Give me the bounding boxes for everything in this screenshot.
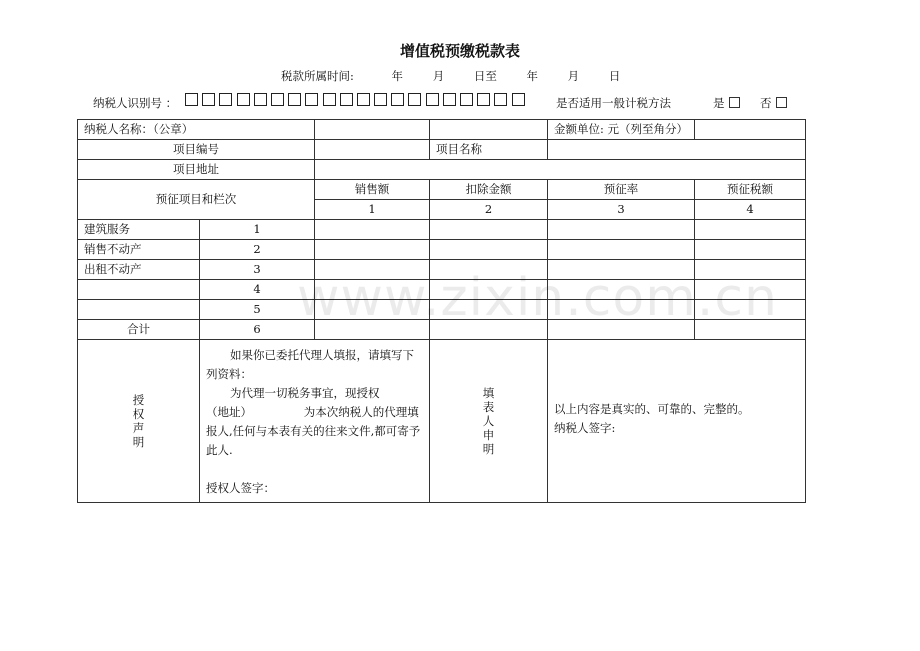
deduction-cell[interactable] — [430, 300, 548, 320]
taxpayer-name-value[interactable] — [315, 120, 430, 140]
id-digit-box[interactable] — [288, 93, 301, 106]
auth-line-2: 为代理一切税务事宜，现授权 — [230, 386, 380, 400]
row-num: 3 — [200, 260, 315, 280]
id-digit-box[interactable] — [494, 93, 507, 106]
filler-signature: 纳税人签字: — [554, 421, 616, 435]
auth-char: 授 — [132, 393, 145, 407]
period-month-2: 月 — [567, 69, 580, 83]
period-month-1: 月 — [432, 69, 445, 83]
period-year-1: 年 — [391, 69, 404, 83]
watermark: www.zixin.com.cn — [297, 268, 778, 328]
id-digit-box[interactable] — [219, 93, 232, 106]
sales-cell[interactable] — [315, 220, 430, 240]
rate-cell[interactable] — [548, 320, 695, 340]
col-num-2: 2 — [430, 200, 548, 220]
auth-line-1: 如果你已委托代理人填报，请填写下列资料： — [206, 348, 414, 381]
id-digit-box[interactable] — [391, 93, 404, 106]
project-number-label: 项目编号 — [78, 140, 315, 160]
col-num-4: 4 — [695, 200, 806, 220]
table-row — [78, 140, 806, 160]
deduction-cell[interactable] — [430, 260, 548, 280]
project-address-label: 项目地址 — [78, 160, 315, 180]
row-num: 4 — [200, 280, 315, 300]
id-digit-box[interactable] — [254, 93, 267, 106]
col-num-3: 3 — [548, 200, 695, 220]
table-row — [78, 160, 806, 180]
authorization-statement[interactable] — [200, 340, 430, 503]
filler-char: 表 — [482, 400, 495, 414]
yes-checkbox[interactable] — [729, 97, 740, 108]
no-checkbox[interactable] — [776, 97, 787, 108]
id-digit-box[interactable] — [340, 93, 353, 106]
id-digit-box[interactable] — [357, 93, 370, 106]
row-num: 6 — [200, 320, 315, 340]
filler-char: 填 — [482, 386, 495, 400]
id-digit-box[interactable] — [374, 93, 387, 106]
deduction-cell[interactable] — [430, 280, 548, 300]
tax-cell[interactable] — [695, 260, 806, 280]
id-digit-box[interactable] — [443, 93, 456, 106]
amount-unit-label: 金额单位: 元（列至角分） — [548, 120, 695, 140]
period-day-2: 日 — [608, 69, 621, 83]
rate-cell[interactable] — [548, 260, 695, 280]
rate-cell[interactable] — [548, 280, 695, 300]
rate-cell[interactable] — [548, 240, 695, 260]
row-num: 2 — [200, 240, 315, 260]
prepayment-table — [77, 119, 806, 503]
filler-char: 人 — [482, 414, 495, 428]
id-digit-box[interactable] — [323, 93, 336, 106]
col-num-1: 1 — [315, 200, 430, 220]
id-digit-box[interactable] — [271, 93, 284, 106]
table-row — [78, 320, 806, 340]
auth-char: 明 — [132, 435, 145, 449]
tax-period — [281, 68, 620, 84]
unit-blank-cell[interactable] — [695, 120, 806, 140]
table-row — [78, 260, 806, 280]
sales-cell[interactable] — [315, 280, 430, 300]
deduction-cell[interactable] — [430, 220, 548, 240]
col-head-deduction: 扣除金额 — [430, 180, 548, 200]
sales-cell[interactable] — [315, 300, 430, 320]
row-num: 1 — [200, 220, 315, 240]
general-method-question: 是否适用一般计税方法 — [556, 96, 671, 110]
col-head-rate: 预征率 — [548, 180, 695, 200]
row-label[interactable] — [78, 300, 200, 320]
auth-line-3: （地址） 为本次纳税人的代理填报人,任何与本表有关的往来文件,都可寄予此人. — [206, 405, 421, 457]
item-column-label: 预征项目和栏次 — [78, 180, 315, 220]
filler-statement[interactable] — [548, 340, 806, 503]
id-digit-box[interactable] — [305, 93, 318, 106]
taxpayer-id-label: 纳税人识别号 ： — [93, 96, 178, 110]
taxpayer-id-row — [93, 93, 793, 111]
table-row — [78, 120, 806, 140]
table-row — [78, 300, 806, 320]
filler-statement-text: 以上内容是真实的、可靠的、完整的。 — [554, 402, 750, 416]
project-address-value[interactable] — [315, 160, 806, 180]
period-year-2: 年 — [526, 69, 538, 83]
deduction-cell[interactable] — [430, 240, 548, 260]
id-digit-box[interactable] — [185, 93, 198, 106]
name-blank-cell[interactable] — [430, 120, 548, 140]
id-digit-box[interactable] — [237, 93, 250, 106]
sales-cell[interactable] — [315, 320, 430, 340]
yes-option[interactable] — [713, 95, 740, 111]
table-row — [78, 280, 806, 300]
total-label: 合计 — [78, 320, 200, 340]
id-digit-box[interactable] — [477, 93, 490, 106]
taxpayer-id-boxes — [185, 93, 529, 106]
id-digit-box[interactable] — [202, 93, 215, 106]
row-label: 销售不动产 — [78, 240, 200, 260]
col-head-tax: 预征税额 — [695, 180, 806, 200]
auth-char: 权 — [132, 407, 145, 421]
col-head-sales: 销售额 — [315, 180, 430, 200]
id-digit-box[interactable] — [408, 93, 421, 106]
project-number-value[interactable] — [315, 140, 430, 160]
period-label: 税款所属时间: — [281, 69, 354, 83]
auth-char: 声 — [132, 421, 145, 435]
yes-label: 是 — [713, 96, 725, 110]
form-title: 增值税预缴税款表 — [399, 42, 520, 60]
rate-cell[interactable] — [548, 300, 695, 320]
project-name-value[interactable] — [548, 140, 806, 160]
tax-cell[interactable] — [695, 300, 806, 320]
project-name-label: 项目名称 — [430, 140, 548, 160]
auth-signature: 授权人签字： — [206, 481, 275, 495]
row-label: 出租不动产 — [78, 260, 200, 280]
row-label[interactable] — [78, 280, 200, 300]
tax-cell[interactable] — [695, 320, 806, 340]
authorization-title — [78, 340, 200, 503]
filler-title — [430, 340, 548, 503]
sales-cell[interactable] — [315, 240, 430, 260]
row-num: 5 — [200, 300, 315, 320]
tax-cell[interactable] — [695, 280, 806, 300]
tax-cell[interactable] — [695, 240, 806, 260]
table-row — [78, 340, 806, 503]
sales-cell[interactable] — [315, 260, 430, 280]
table-row — [78, 180, 806, 200]
filler-char: 申 — [482, 428, 495, 442]
deduction-cell[interactable] — [430, 320, 548, 340]
no-option[interactable] — [760, 95, 787, 111]
table-row — [78, 220, 806, 240]
id-digit-box[interactable] — [460, 93, 473, 106]
filler-char: 明 — [482, 442, 495, 456]
tax-cell[interactable] — [695, 220, 806, 240]
no-label: 否 — [760, 96, 772, 110]
id-digit-box[interactable] — [426, 93, 439, 106]
taxpayer-name-label: 纳税人名称：（公章） — [78, 120, 315, 140]
period-day-1: 日至 — [473, 69, 497, 83]
rate-cell[interactable] — [548, 220, 695, 240]
table-row — [78, 240, 806, 260]
id-digit-box[interactable] — [512, 93, 525, 106]
row-label: 建筑服务 — [78, 220, 200, 240]
